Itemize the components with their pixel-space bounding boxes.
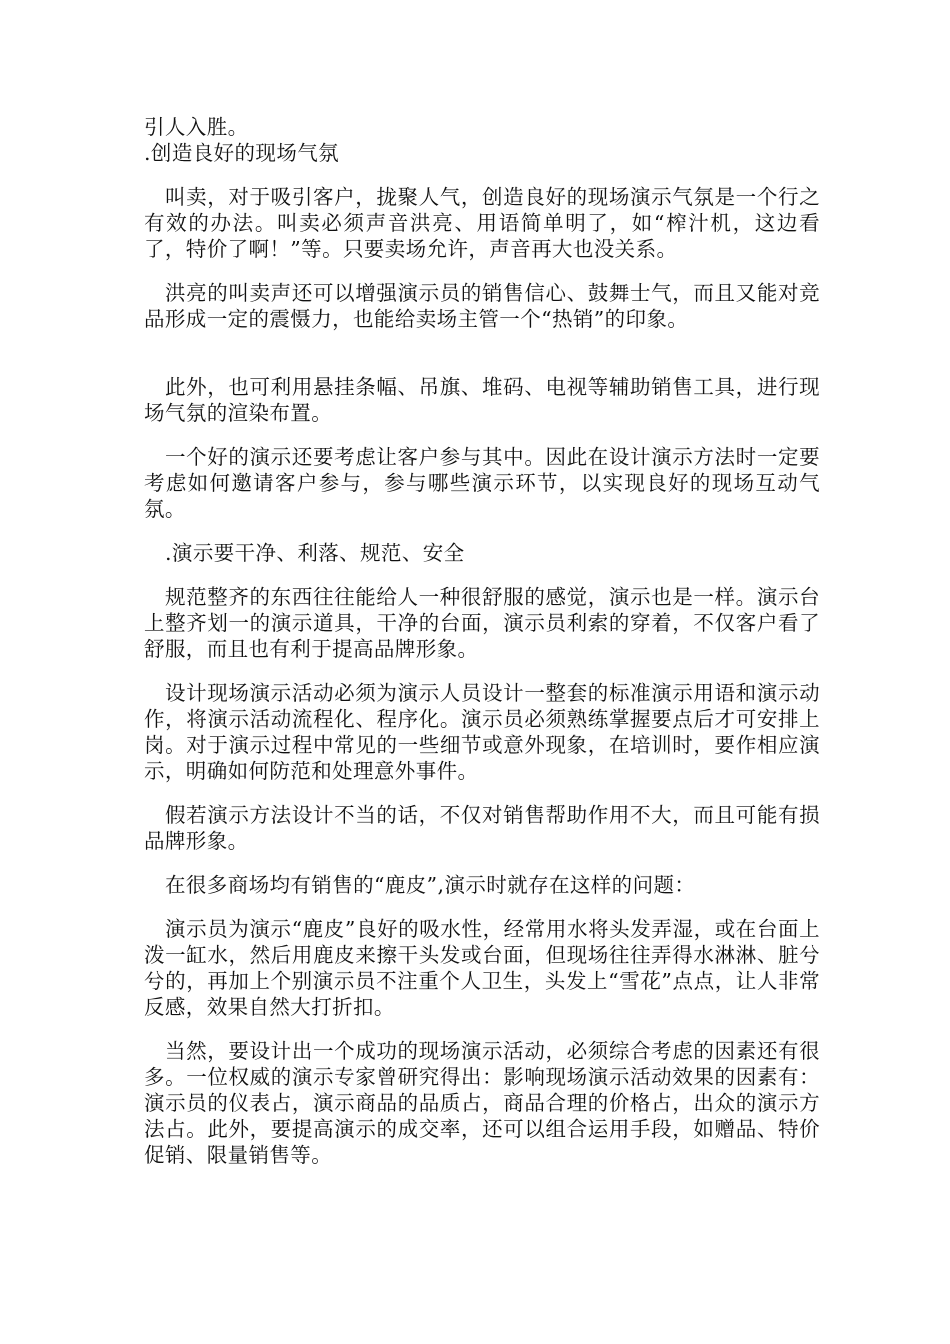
paragraph-improper-design: 假若演示方法设计不当的话，不仅对销售帮助作用不大，而且可能有损品牌形象。 bbox=[144, 803, 820, 853]
paragraph-neatness: 规范整齐的东西往往能给人一种很舒服的感觉，演示也是一样。演示台上整齐划一的演示道具，干净的台面，演示员利索的穿着，不仅客户看了舒服，而且也有利于提高品牌形象。 bbox=[144, 585, 820, 661]
paragraph-success-factors: 当然，要设计出一个成功的现场演示活动，必须综合考虑的因素还有很多。一位权威的演示专家曾研究得出：影响现场演示活动效果的因素有：演示员的仪表占，演示商品的品质占，商品合理的价格占，出众的演示方法占。此外，要提高演示的成交率，还可以组合运用手段，如赠品、特价促销、限量销售等。 bbox=[144, 1039, 820, 1167]
document-page bbox=[144, 114, 820, 1168]
paragraph-deerskin-example: 演示员为演示“鹿皮”良好的吸水性，经常用水将头发弄湿，或在台面上泼一缸水，然后用鹿皮来擦干头发或台面，但现场往往弄得水淋淋、脏兮兮的，再加上个别演示员不注重个人卫生，头发上“雪花”点点，让人非常反感，效果自然大打折扣。 bbox=[144, 917, 820, 1019]
section-heading-atmosphere: .创造良好的现场气氛 bbox=[144, 141, 340, 165]
paragraph-customer-participation: 一个好的演示还要考虑让客户参与其中。因此在设计演示方法时一定要考虑如何邀请客户参与，参与哪些演示环节，以实现良好的现场互动气氛。 bbox=[144, 445, 820, 521]
paragraph-sales-tools: 此外，也可利用悬挂条幅、吊旗、堆码、电视等辅助销售工具，进行现场气氛的渲染布置。 bbox=[144, 375, 820, 425]
paragraph-deerskin-intro: 在很多商场均有销售的“鹿皮”,演示时就存在这样的问题： bbox=[165, 873, 696, 897]
opening-line: 引人入胜。 bbox=[144, 115, 249, 139]
paragraph-hawking: 叫卖，对于吸引客户，拢聚人气，创造良好的现场演示气氛是一个行之有效的办法。叫卖必须声音洪亮、用语简单明了，如“榨汁机，这边看了，特价了啊！”等。只要卖场允许，声音再大也没关系。 bbox=[144, 185, 820, 261]
section-heading-clean-demo: .演示要干净、利落、规范、安全 bbox=[165, 541, 465, 565]
paragraph-standard-process: 设计现场演示活动必须为演示人员设计一整套的标准演示用语和演示动作，将演示活动流程化、程序化。演示员必须熟练掌握要点后才可安排上岗。对于演示过程中常见的一些细节或意外现象，在培训时，要作相应演示，明确如何防范和处理意外事件。 bbox=[144, 681, 820, 783]
paragraph-loud-voice: 洪亮的叫卖声还可以增强演示员的销售信心、鼓舞士气，而且又能对竞品形成一定的震慑力，也能给卖场主管一个“热销”的印象。 bbox=[144, 281, 820, 331]
